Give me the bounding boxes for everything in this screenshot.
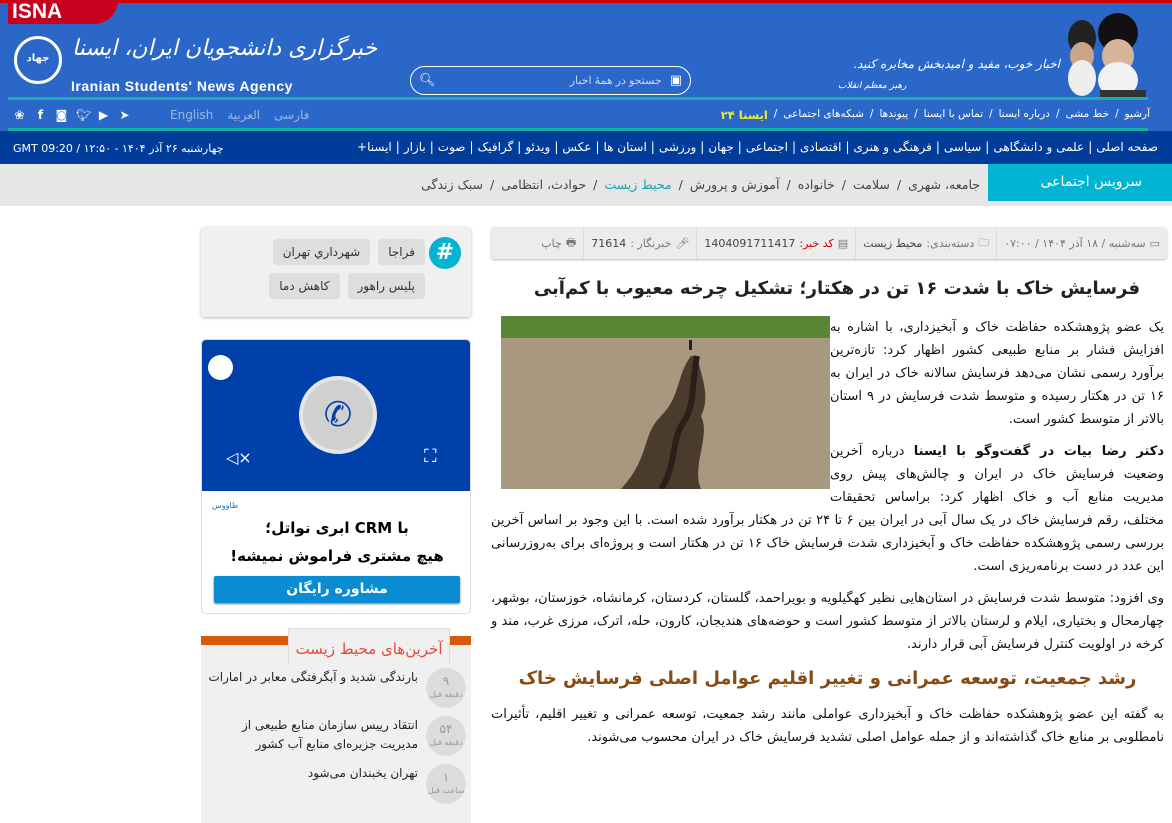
separator: | [791,140,796,154]
link-archive[interactable]: آرشیو [1124,108,1150,120]
separator: / [489,177,495,192]
lang-arabic[interactable]: العربية [227,108,261,122]
separator: / [896,177,902,192]
service-link[interactable]: سبک زندگی [421,177,483,192]
article-body [491,316,1164,758]
separator: | [700,140,705,154]
nav-item[interactable]: ورزشی [658,140,697,154]
separator: | [429,140,434,154]
article-meta [491,227,1167,259]
print-button[interactable]: 🖶︎ چاپ [534,227,583,259]
separator: | [517,140,522,154]
meta-date: ▭ سه‌شنبه / ۱۸ آذر ۱۴۰۴ / ۰۷:۰۰ [996,227,1167,259]
search-input[interactable] [436,75,670,87]
youtube-icon[interactable]: ▶ [98,108,109,122]
microphone-icon: 🎤︎ [675,236,690,250]
nav-item[interactable]: ویدئو [525,140,551,154]
service-link[interactable]: سلامت [852,177,890,192]
separator: / [786,177,791,192]
separator: | [1088,140,1093,154]
link-social[interactable]: شبکه‌های اجتماعی [783,108,864,120]
paragraph: وی افزود: متوسط شدت فرسایش در استان‌هایی نظیر کهگیلویه و بویراحمد، گلستان، کردستان، کرمانشاه، خوزستان، بوشهر، چهارمحال و بختیاری، ایلام و لرستان بالاتر از متوسط کشور است و حوضه‌های هندیجان، کارون، حله، اترک، مرزی غرب، مند و کرخه در اولویت کنترل فرسایش آبی قرار دارند. [491,591,1164,652]
service-title[interactable]: سرویس اجتماعی [988,164,1172,201]
hashtag-icon: # [429,237,461,269]
telegram-icon[interactable]: ➤ [119,108,130,122]
news-link[interactable]: انتقاد رییس سازمان منابع طبیعی از مدیریت جزیره‌ای منابع آب کشور [241,718,418,751]
separator: | [737,140,742,154]
service-link[interactable]: حوادث، انتظامی [501,177,587,192]
nav-item[interactable]: فرهنگی و هنری [853,140,932,154]
jahad-emblem-logo: جهاد [14,36,62,84]
nav-item[interactable]: جهان [708,140,734,154]
tags-box [201,227,471,317]
meta-code: ▤ کد خبر: 1404091711417 [696,227,855,259]
social-icons [13,108,131,122]
ad-video[interactable] [202,340,471,491]
service-link[interactable]: آموزش و پرورش [689,177,780,192]
logo-english[interactable]: Iranian Students' News Agency [71,78,293,94]
nav-item[interactable]: اقتصادی [799,140,842,154]
instagram-icon[interactable]: ◙ [55,108,68,122]
printer-icon: 🖶︎ [565,235,577,249]
ad-line-2: هیچ مشتری فراموش نمیشه! [230,547,444,565]
list-item[interactable] [208,716,466,756]
time-badge: ۵۴ دقیقه قبل [426,716,466,756]
article-subheading: رشد جمعیت، توسعه عمرانی و تغییر اقلیم عوامل اصلی فرسایش خاک [518,668,1137,689]
paragraph: دکتر رضا بیات در گفت‌وگو با ایسنا درباره آخرین وضعیت فرسایش خاک در ایران و چالش‌های پیش روی مدیریت منابع آب و خاک اظهار کرد: براساس تحقیقات مختلف، رقم فرسایش خاک در یک سال آبی در ایران بین ۶ تا ۲۴ تن در هکتار برآورد شده است. با این وجود بر اساس آخرین بررسی رسمی پژوهشکده حفاظت خاک و آبخیزداری شدت فرسایش خاک ۱۶ تن در هکتار است و پروژه‌ای برای به‌روزرسانی این عدد در دست برنامه‌ریزی است. [491,444,1165,574]
lead-bold: دکتر رضا بیات در گفت‌وگو با ایسنا [913,444,1165,459]
nav-item[interactable]: استان ها [603,140,647,154]
article-photo-soil-erosion[interactable] [501,316,830,489]
separator: | [554,140,559,154]
category-link[interactable]: محیط زیست [863,236,923,250]
tag[interactable]: شهرداري تهران [273,239,371,265]
link-about[interactable]: درباره ایسنا [998,108,1050,120]
separator: | [595,140,600,154]
ad-brand-logo: طاووس [212,501,239,510]
nav-item[interactable]: صفحه اصلی [1096,140,1158,154]
lang-persian[interactable]: فارسی [274,108,310,122]
calendar-icon[interactable]: ▣ [669,73,682,88]
nav-item[interactable]: اجتماعی [745,140,788,154]
separator: | [935,140,940,154]
ad-line-1: با CRM ابری نواتل؛ [265,519,409,537]
portraits-image [1060,8,1148,100]
separator: / [678,177,683,192]
separator: | [650,140,655,154]
main-nav-links [357,140,1158,154]
mute-icon[interactable]: ◁× [226,448,252,467]
nav-item[interactable]: عکس [562,140,592,154]
separator: | [395,140,400,154]
service-links [421,177,980,192]
separator: | [469,140,474,154]
nav-item[interactable]: سیاسی [943,140,982,154]
nav-item[interactable]: گرافیک [477,140,514,154]
phone-icon[interactable]: ✆ [299,376,377,454]
separator: / [593,177,598,192]
service-link[interactable]: محیط زیست [604,177,672,192]
logo-persian[interactable]: خبرگزاری دانشجویان ایران، ایسنا [72,36,378,61]
separator: | [985,140,990,154]
separator: / [841,177,846,192]
tag-list [215,239,425,299]
nav-item[interactable]: علمی و دانشگاهی [993,140,1085,154]
meta-category: 🗀︎ دسته‌بندی: محیط زیست [855,227,996,259]
advertisement[interactable] [201,339,471,614]
latest-list [208,668,466,804]
article-title: فرسایش خاک با شدت ۱۶ تن در هکتار؛ تشکیل چرخه معیوب با کم‌آبی [533,278,1140,299]
news-link[interactable]: تهران یخبندان می‌شود [307,766,418,780]
list-item[interactable] [208,764,466,804]
newspaper-icon: ▤ [837,236,849,250]
paragraph: یک عضو پژوهشکده حفاظت خاک و آبخیزداری، با اشاره به افزایش فشار بر منابع طبیعی کشور اظهار کرد: تازه‌ترین برآورد رسمی نشان می‌دهد فرسایش سالانه خاک در ایران به ۱۶ تن در هکتار رسیده و متوسط شدت فرسایش در ۹ استان بالاتر از متوسط کشور است. [830,320,1164,427]
time-badge: ۱ ساعت قبل [426,764,466,804]
isna-brand[interactable]: ISNA [8,0,118,24]
list-item[interactable] [208,668,466,708]
latest-title[interactable]: آخرین‌های محیط زیست [288,628,450,664]
leader-quote: اخبار خوب، مفید و امیدبخش مخابره کنید. [853,57,1060,71]
paragraph: به گفته این عضو پژوهشکده حفاظت خاک و آبخیزداری عواملی مانند رشد جمعیت، توسعه عمرانی و تغییر اقلیم، تأثیرات نامطلوبی بر منابع خاک گذاشته‌اند و از جمله عوامل اصلی تشدید فرسایش خاک در ایران محسوب می‌شوند. [491,707,1164,745]
free-consultation-button[interactable]: مشاوره رایگان [214,576,460,603]
facebook-icon[interactable]: f [37,108,44,122]
service-link[interactable]: جامعه، شهری [908,177,980,192]
meta-reporter: 🎤︎ خبرنگار : 71614 [583,227,696,259]
link-contact[interactable]: تماس با ایسنا [923,108,984,120]
lang-english[interactable]: English [170,108,214,122]
language-switcher [170,108,309,122]
advertiser-logo [208,355,233,380]
time-badge: ۹ دقیقه قبل [426,668,466,708]
tag[interactable]: فراجا [378,239,425,265]
service-link[interactable]: خانواده [797,177,835,192]
nav-item[interactable]: بازار [403,140,426,154]
nav-item[interactable]: ایسنا+ [357,140,392,154]
tag[interactable]: کاهش دما [269,273,339,299]
calendar-icon: ▭ [1149,236,1160,250]
fullscreen-icon[interactable]: ⛶ [424,446,437,467]
news-link[interactable]: بارندگی شدید و آبگرفتگی معابر در امارات [208,670,418,684]
current-datetime: چهارشنبه ۲۶ آذر ۱۴۰۴ - ۱۲:۵۰ / GMT 09:20 [13,142,224,155]
link-isna24[interactable]: ایسنا ۲۴ [720,108,768,122]
twitter-icon[interactable]: 🐦︎ [76,108,92,122]
quote-author: رهبر معظم انقلاب [838,81,907,91]
top-links: آرشیو / خط مشی / درباره ایسنا / تماس با ایسنا / پیوندها / شبکه‌های اجتماعی / ایسنا ۲۴ [720,108,1150,122]
link-policy[interactable]: خط مشی [1065,108,1110,120]
folder-icon: 🗀︎ [978,235,990,249]
search-box [410,66,691,95]
aparat-icon[interactable]: ❀ [14,108,25,122]
separator: | [845,140,850,154]
link-links[interactable]: پیوندها [879,108,909,120]
tag[interactable]: پلیس راهور [348,273,426,299]
nav-item[interactable]: صوت [437,140,466,154]
search-icon[interactable]: 🔍︎ [419,73,436,88]
